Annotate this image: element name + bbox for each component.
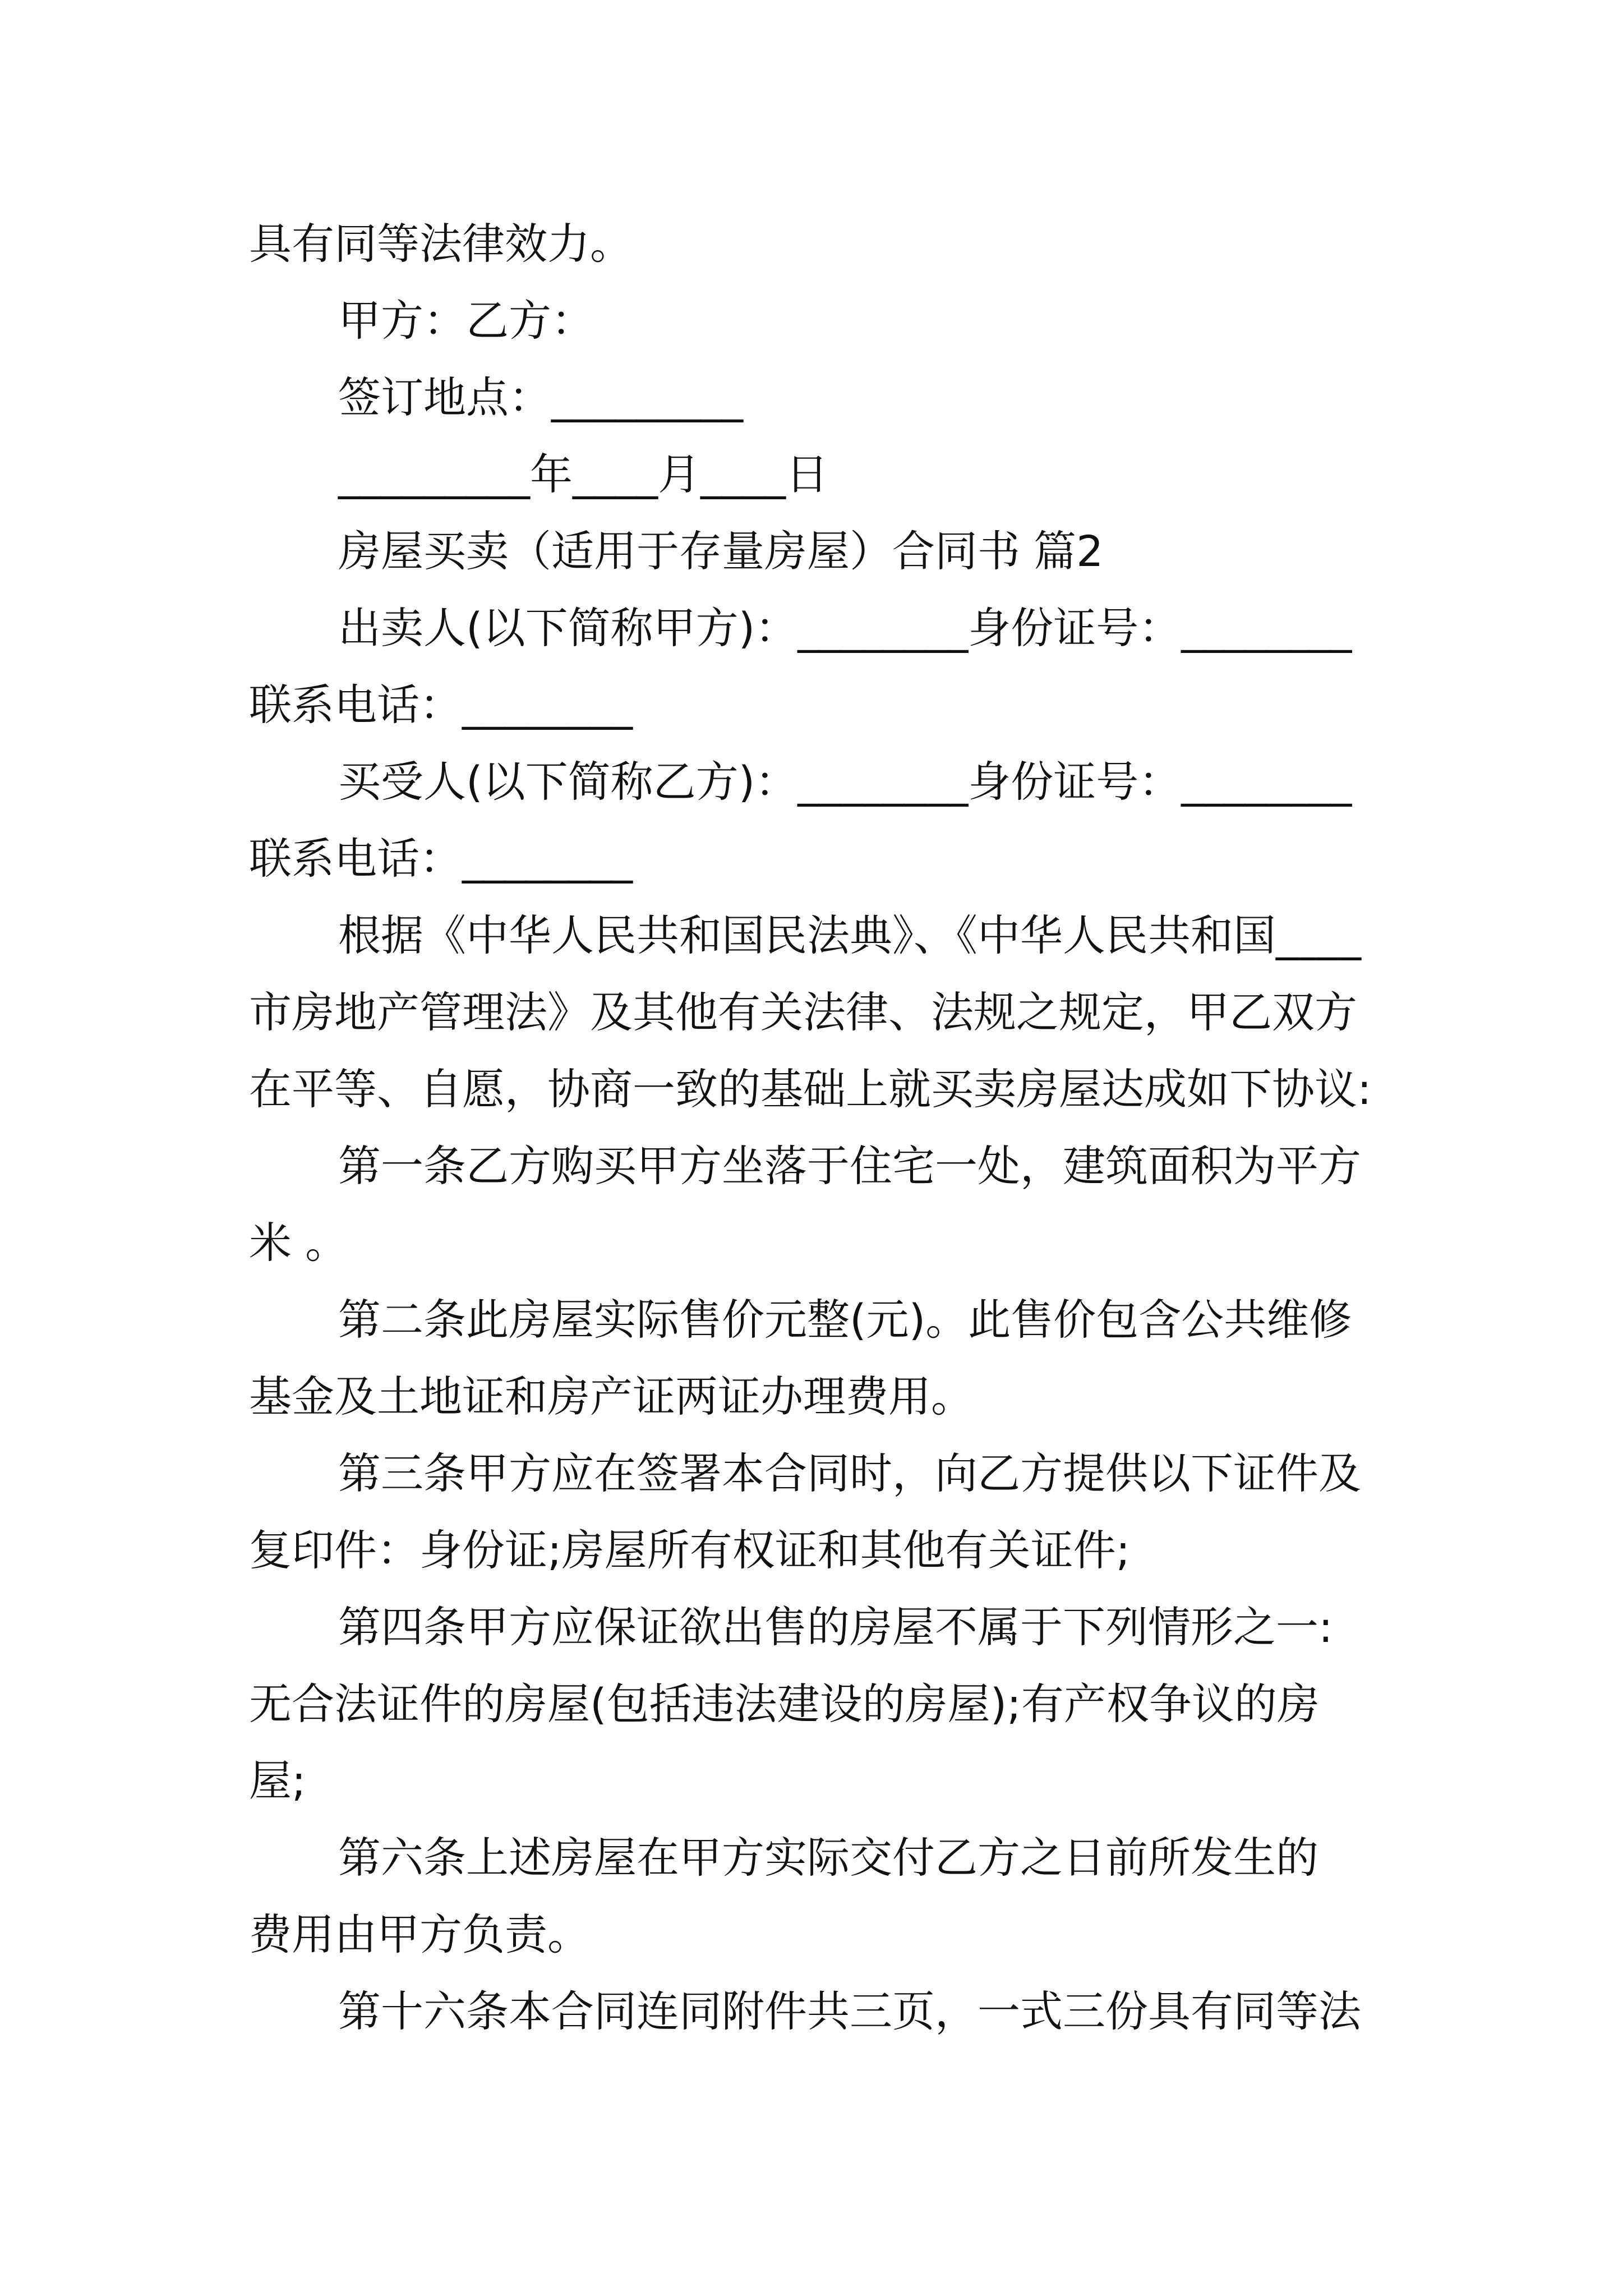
preamble-line: 市房地产管理法》及其他有关法律、法规之规定，甲乙双方: [249, 987, 1357, 1037]
seller-info: 出卖人(以下简称甲方)：________身份证号：________: [338, 603, 1352, 653]
preamble-line: 根据《中华人民共和国民法典》、《中华人民共和国____: [338, 910, 1361, 960]
article-4: 第四条甲方应保证欲出售的房屋不属于下列情形之一:: [338, 1602, 1333, 1652]
article-4-cont: 屋;: [249, 1756, 306, 1806]
seller-phone: 联系电话：________: [249, 680, 633, 730]
contract-title: 房屋买卖（适用于存量房屋）合同书 篇2: [338, 526, 1104, 576]
article-1: 第一条乙方购买甲方坐落于住宅一处，建筑面积为平方: [338, 1141, 1361, 1191]
article-6-cont: 费用由甲方负责。: [249, 1910, 590, 1959]
signing-location: 签订地点：_________: [338, 372, 743, 422]
signing-date: _________年____月____日: [338, 449, 828, 499]
article-4-cont: 无合法证件的房屋(包括违法建设的房屋);有产权争议的房: [249, 1679, 1320, 1729]
article-2-cont: 基金及土地证和房产证两证办理费用。: [249, 1372, 974, 1421]
article-3: 第三条甲方应在签署本合同时，向乙方提供以下证件及: [338, 1448, 1361, 1498]
article-16: 第十六条本合同连同附件共三页，一式三份具有同等法: [338, 1986, 1361, 2036]
signature-parties: 甲方：乙方：: [338, 296, 594, 346]
article-6: 第六条上述房屋在甲方实际交付乙方之日前所发生的: [338, 1833, 1318, 1883]
article-2: 第二条此房屋实际售价元整(元)。此售价包含公共维修: [338, 1295, 1352, 1345]
buyer-phone: 联系电话：________: [249, 834, 633, 884]
article-1-cont: 米 。: [249, 1218, 348, 1268]
article-3-cont: 复印件：身份证;房屋所有权证和其他有关证件;: [249, 1525, 1131, 1575]
text-line: 具有同等法律效力。: [249, 219, 633, 269]
preamble-line: 在平等、自愿，协商一致的基础上就买卖房屋达成如下协议:: [249, 1064, 1372, 1114]
buyer-info: 买受人(以下简称乙方)：________身份证号：________: [338, 757, 1352, 807]
